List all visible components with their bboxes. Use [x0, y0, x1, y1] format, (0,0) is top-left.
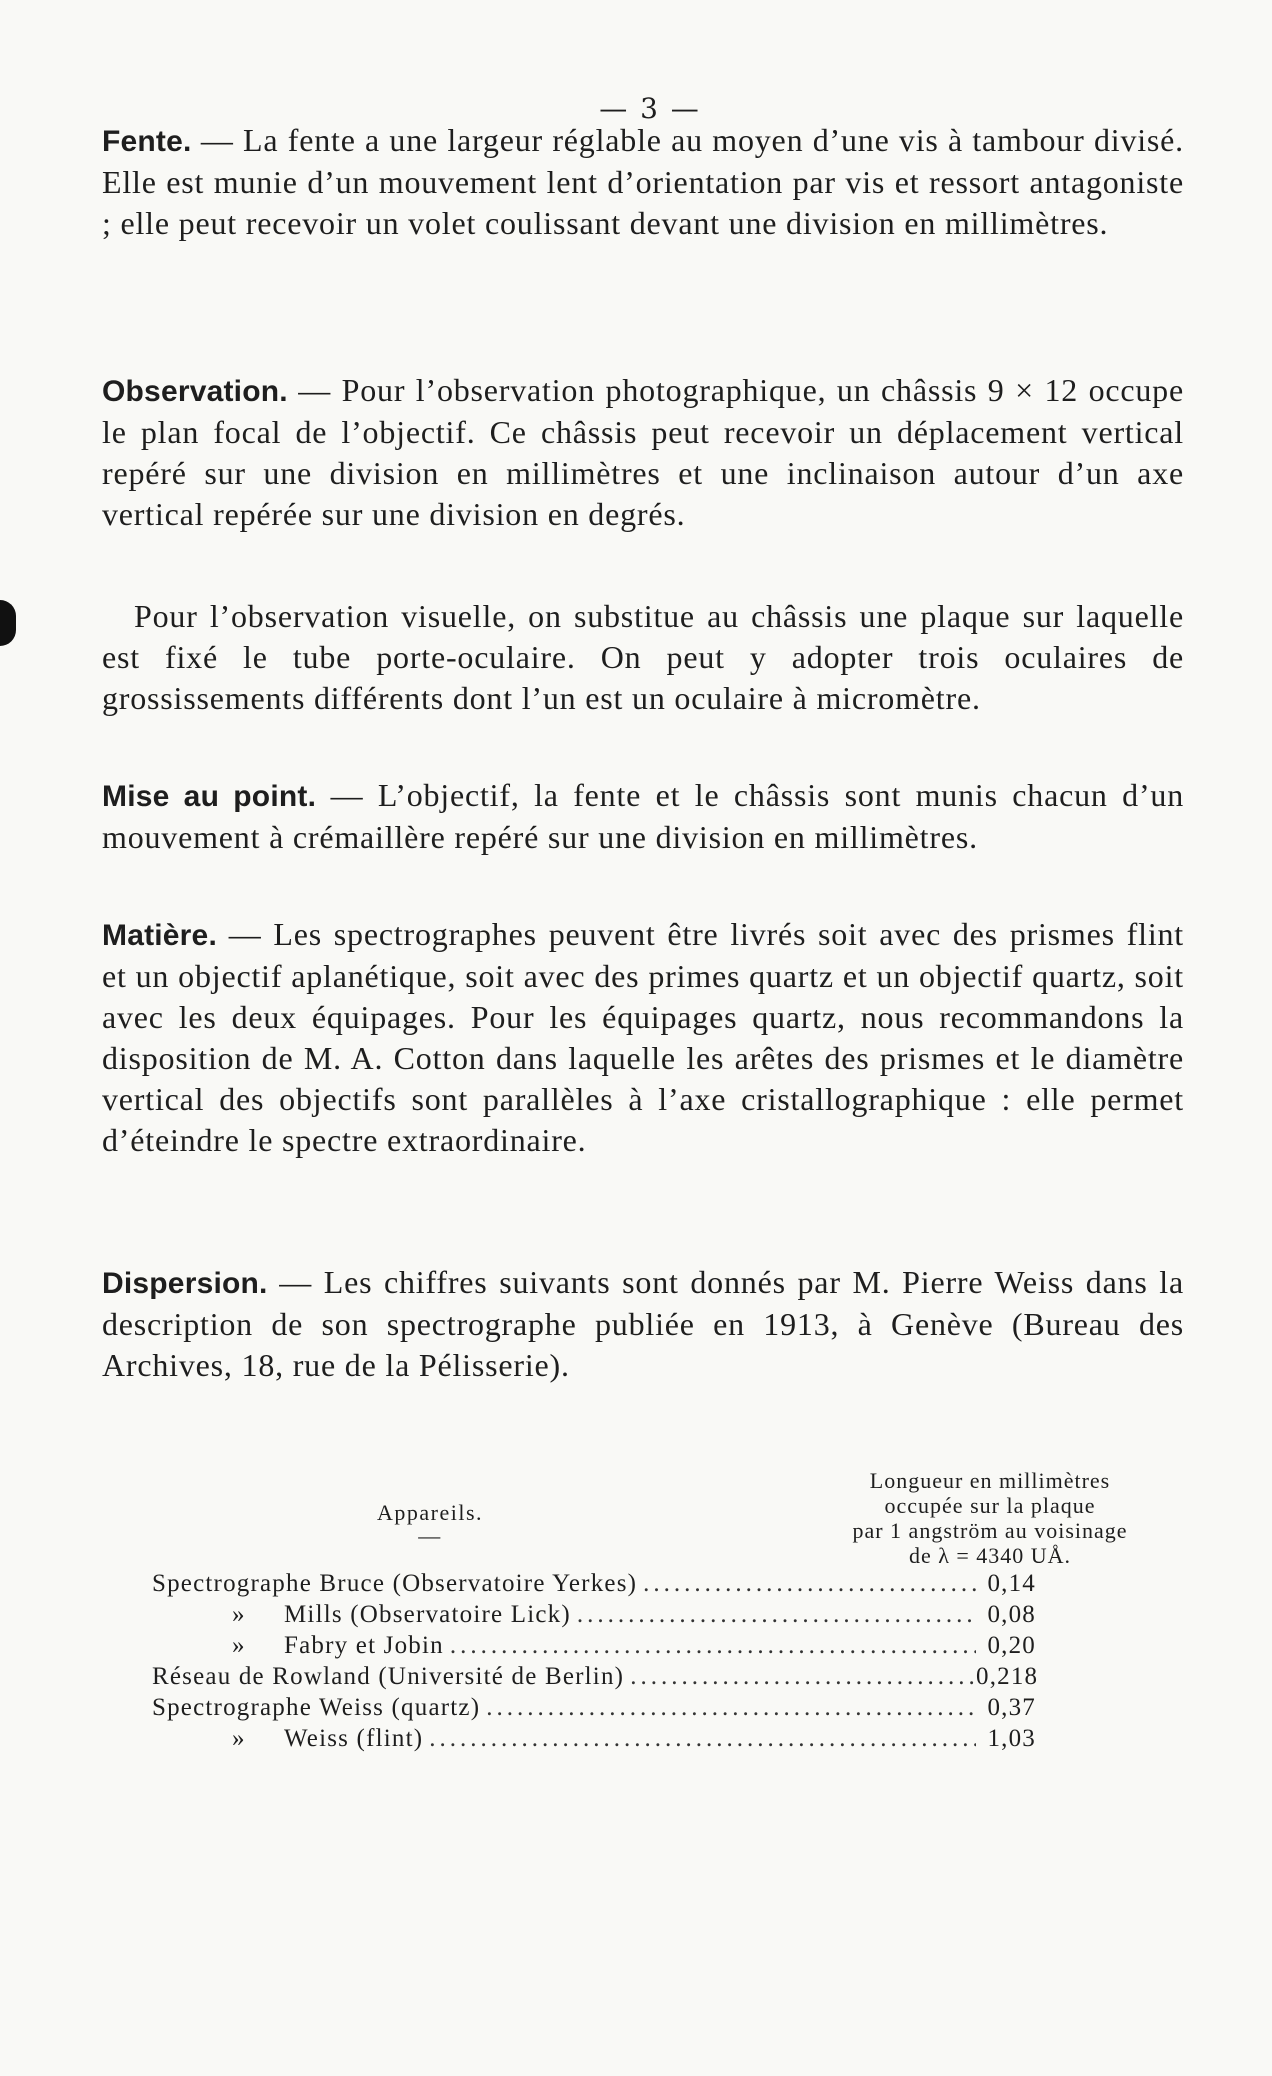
- ditto-mark: »: [232, 1632, 246, 1659]
- section-heading: Mise au point.: [102, 780, 317, 813]
- section-observation-visuelle: [102, 596, 1184, 719]
- table-row: [152, 1725, 1036, 1756]
- row-label: Spectrographe Bruce (Observatoire Yerkes): [152, 1570, 638, 1597]
- row-value: 0,218: [976, 1663, 1039, 1690]
- dot-leader: [637, 1570, 976, 1598]
- row-value: 0,08: [987, 1601, 1036, 1628]
- section-heading: Dispersion.: [102, 1267, 268, 1300]
- column-header-label: Appareils.: [376, 1500, 484, 1525]
- section-dispersion: [102, 1262, 1184, 1386]
- section-mise-au-point: [102, 775, 1184, 858]
- dot-leader: [444, 1632, 976, 1660]
- column-header-appareils: [330, 1500, 530, 1546]
- column-header-line: occupée sur la plaque: [884, 1493, 1096, 1518]
- row-value: 0,20: [987, 1632, 1036, 1659]
- section-fente: [102, 120, 1184, 244]
- section-text: — L’objectif, la fente et le châssis sont munis chacun d’un mouvement à crémaillère repéré sur une division en millimètres.: [102, 777, 1185, 855]
- column-header-line: Longueur en millimètres: [869, 1468, 1111, 1493]
- dot-leader: [480, 1694, 976, 1722]
- section-observation: [102, 370, 1184, 535]
- row-label: Weiss (flint): [284, 1725, 424, 1752]
- row-label: Fabry et Jobin: [284, 1632, 444, 1659]
- row-value: 1,03: [987, 1725, 1036, 1752]
- table-row: [152, 1570, 1036, 1601]
- section-text: — Les chiffres suivants sont donnés par M. Pierre Weiss dans la description de son spectrographe publiée en 1913, à Genève (Bureau des Archives, 18, rue de la Pélisserie).: [102, 1264, 1184, 1383]
- section-heading: Observation.: [102, 375, 288, 408]
- table-row: [152, 1632, 1036, 1663]
- section-text: — Les spectrographes peuvent être livrés soit avec des prismes flint et un objectif aplanétique, soit avec des primes quartz et un objectif quartz, soit avec les deux équipages. Pour les équipages quartz, nous recommandons la disposition de M. A. Cotton dans laquelle les arêtes des prismes et le diamètre vertical des objectifs sont parallèles à l’axe cristallographique : elle permet d’éteindre le spectre extraordinaire.: [102, 916, 1184, 1158]
- dot-leader: [624, 1663, 976, 1691]
- row-value: 0,37: [987, 1694, 1036, 1721]
- dispersion-table: [152, 1570, 1039, 1756]
- row-label: Réseau de Rowland (Université de Berlin): [152, 1663, 625, 1690]
- section-heading: Matière.: [102, 919, 217, 952]
- column-header-dash: —: [418, 1523, 442, 1548]
- table-row: [152, 1694, 1036, 1725]
- section-text: Pour l’observation visuelle, on substitue au châssis une plaque sur laquelle est fixé le tube porte-oculaire. On peut y adopter trois oculaires de grossissements différents dont l’un est un oculaire à micromètre.: [102, 598, 1184, 716]
- ditto-mark: »: [232, 1725, 246, 1752]
- dot-leader: [571, 1601, 976, 1629]
- row-label: Mills (Observatoire Lick): [284, 1601, 571, 1628]
- column-header-longueur: [800, 1468, 1180, 1568]
- ditto-mark: »: [232, 1601, 246, 1628]
- dot-leader: [423, 1725, 976, 1753]
- table-row: [152, 1601, 1036, 1632]
- table-row: [152, 1663, 1039, 1694]
- section-matiere: [102, 914, 1184, 1161]
- binding-hole-mark: [0, 600, 16, 646]
- section-text: — Pour l’observation photographique, un châssis 9 × 12 occupe le plan focal de l’objectif. Ce châssis peut recevoir un déplacement vertical repéré sur une division en millimètres et une inclinaison autour d’un axe vertical repérée sur une division en degrés.: [102, 372, 1184, 532]
- page-number: — 3 —: [599, 92, 701, 125]
- section-heading: Fente.: [102, 125, 192, 158]
- section-text: — La fente a une largeur réglable au moyen d’une vis à tambour divisé. Elle est munie d’un mouvement lent d’orientation par vis et ressort antagoniste ; elle peut recevoir un volet coulissant devant une division en millimètres.: [102, 122, 1184, 241]
- row-label: Spectrographe Weiss (quartz): [152, 1694, 481, 1721]
- column-header-line: de λ = 4340 UÅ.: [908, 1543, 1072, 1568]
- column-header-line: par 1 angström au voisinage: [852, 1518, 1128, 1543]
- row-value: 0,14: [987, 1570, 1036, 1597]
